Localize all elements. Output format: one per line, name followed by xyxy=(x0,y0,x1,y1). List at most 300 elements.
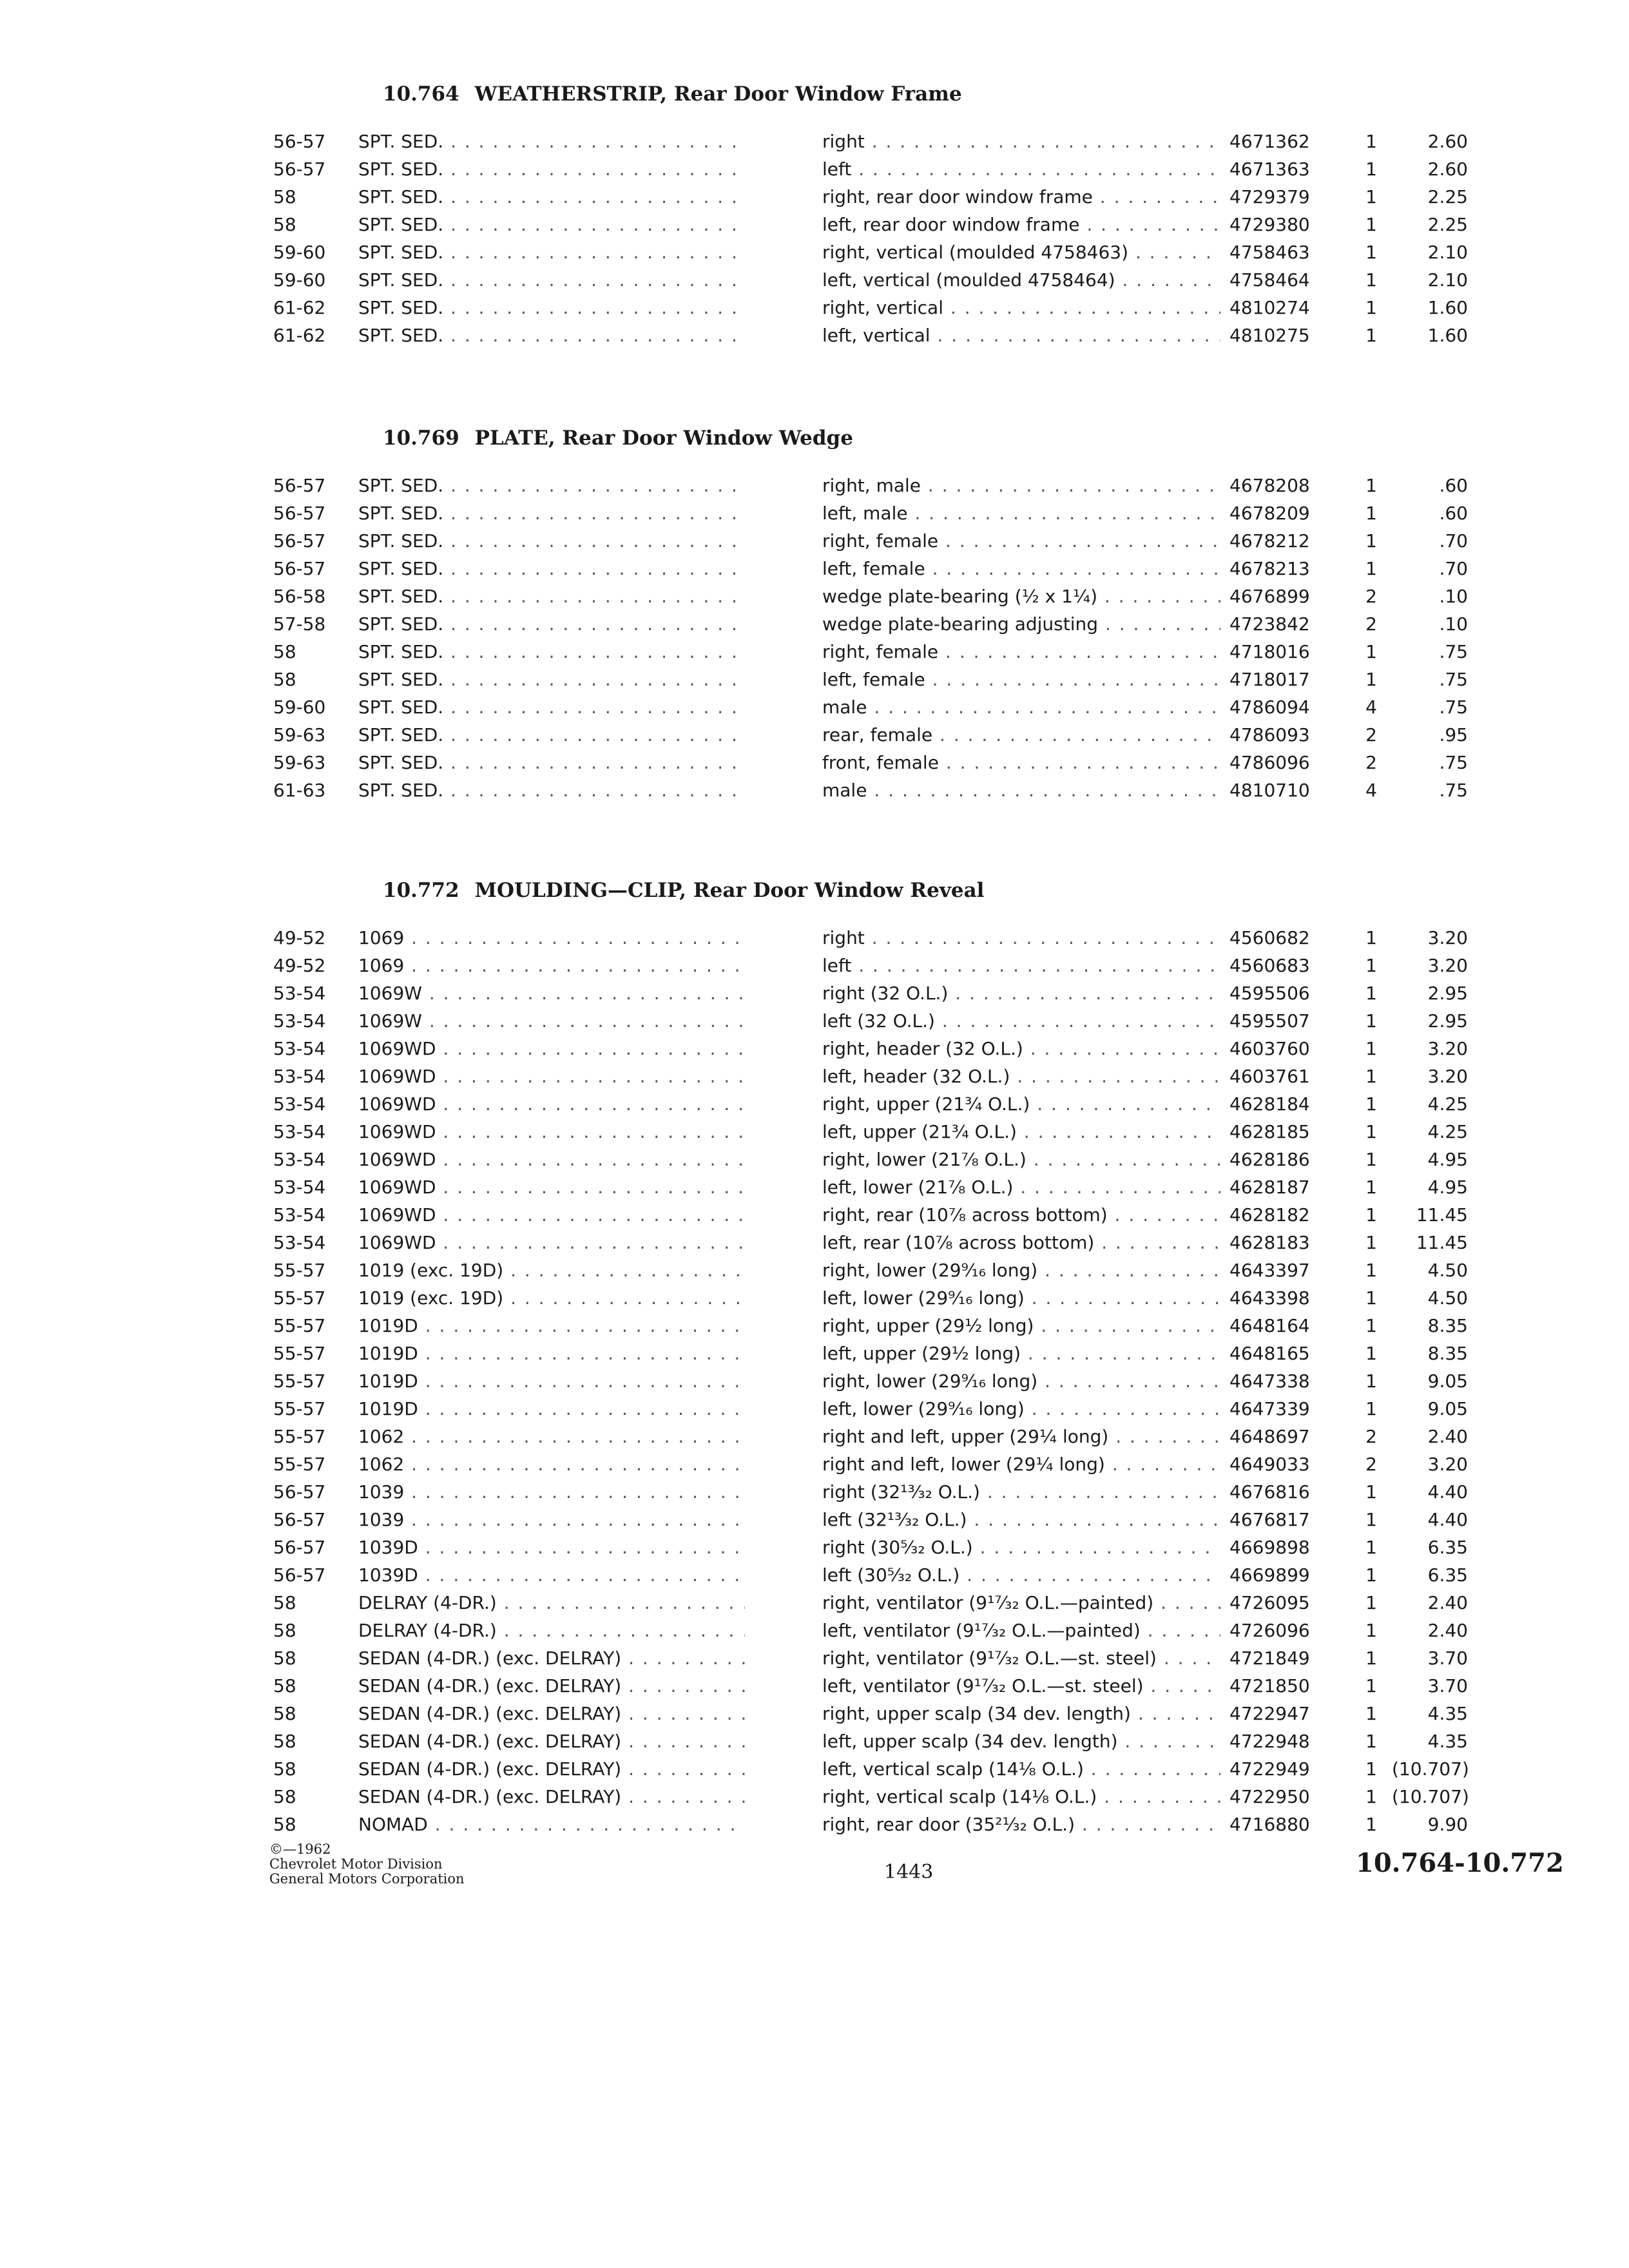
year-cell: 55-57 xyxy=(273,1426,326,1447)
year-cell: 53-54 xyxy=(273,983,326,1004)
price-cell: 6.35 xyxy=(1427,1564,1468,1586)
quantity-cell: 1 xyxy=(1365,1010,1377,1032)
description-cell: right, rear (10⅞ across bottom) . . . xyxy=(822,1201,1220,1229)
price-cell: 8.35 xyxy=(1427,1315,1468,1336)
price-cell: 4.35 xyxy=(1427,1703,1468,1724)
quantity-cell: 2 xyxy=(1365,752,1377,773)
quantity-cell: 1 xyxy=(1365,1121,1377,1142)
description-cell: right and left, upper (29¼ long) . . . xyxy=(822,1423,1220,1450)
year-cell: 58 xyxy=(273,1592,296,1613)
part-number-cell: 4595506 xyxy=(1229,983,1310,1004)
table-row xyxy=(0,294,1629,322)
description-cell: left, lower (29⁹⁄₁₆ long) . . . xyxy=(822,1284,1220,1312)
description-cell: right . . . xyxy=(822,924,1220,952)
model-cell: SPT. SED. . . . xyxy=(358,155,745,183)
description-cell: left, male . . . xyxy=(822,499,1220,527)
table-row xyxy=(0,1090,1629,1118)
table-row xyxy=(0,499,1629,527)
quantity-cell: 1 xyxy=(1365,131,1377,152)
price-cell: 8.35 xyxy=(1427,1343,1468,1364)
quantity-cell: 1 xyxy=(1365,1814,1377,1835)
description-cell: left, ventilator (9¹⁷⁄₃₂ O.L.—st. steel) . . . xyxy=(822,1672,1220,1700)
year-cell: 59-60 xyxy=(273,269,326,291)
part-number-cell: 4647338 xyxy=(1229,1370,1310,1392)
part-number-cell: 4628184 xyxy=(1229,1093,1310,1115)
model-cell: 1039D . . . xyxy=(358,1561,745,1589)
table-row xyxy=(0,322,1629,349)
part-number-cell: 4678208 xyxy=(1229,475,1310,496)
part-number-cell: 4718017 xyxy=(1229,669,1310,690)
part-number-cell: 4676817 xyxy=(1229,1509,1310,1530)
year-cell: 53-54 xyxy=(273,1121,326,1142)
price-cell: 3.20 xyxy=(1427,927,1468,948)
part-number-cell: 4560682 xyxy=(1229,927,1310,948)
table-row xyxy=(0,1173,1629,1201)
part-number-cell: 4643398 xyxy=(1229,1287,1310,1309)
price-cell: 4.25 xyxy=(1427,1121,1468,1142)
table-row xyxy=(0,1478,1629,1506)
quantity-cell: 1 xyxy=(1365,927,1377,948)
year-cell: 56-57 xyxy=(273,1537,326,1558)
part-number-cell: 4669899 xyxy=(1229,1564,1310,1586)
table-row xyxy=(0,1035,1629,1062)
section-code: 10.772 xyxy=(383,879,459,902)
year-cell: 58 xyxy=(273,1703,296,1724)
table-row xyxy=(0,1229,1629,1256)
part-number-cell: 4716880 xyxy=(1229,1814,1310,1835)
year-cell: 56-57 xyxy=(273,558,326,579)
year-cell: 49-52 xyxy=(273,927,326,948)
table-row xyxy=(0,1533,1629,1561)
year-cell: 55-57 xyxy=(273,1454,326,1475)
model-cell: 1069 . . . xyxy=(358,952,745,979)
description-cell: left . . . xyxy=(822,952,1220,979)
model-cell: 1069WD . . . xyxy=(358,1118,745,1146)
quantity-cell: 1 xyxy=(1365,1232,1377,1253)
price-cell: 1.60 xyxy=(1427,297,1468,318)
quantity-cell: 1 xyxy=(1365,955,1377,976)
model-cell: 1019D . . . xyxy=(358,1340,745,1367)
table-row xyxy=(0,1811,1629,1838)
part-number-cell: 4678209 xyxy=(1229,503,1310,524)
part-number-cell: 4669898 xyxy=(1229,1537,1310,1558)
year-cell: 55-57 xyxy=(273,1370,326,1392)
table-row xyxy=(0,1561,1629,1589)
part-number-cell: 4723842 xyxy=(1229,613,1310,635)
table-row xyxy=(0,211,1629,238)
table-row xyxy=(0,1395,1629,1423)
quantity-cell: 1 xyxy=(1365,325,1377,346)
table-row xyxy=(0,749,1629,776)
quantity-cell: 1 xyxy=(1365,1038,1377,1059)
part-number-cell: 4810274 xyxy=(1229,297,1310,318)
year-cell: 53-54 xyxy=(273,1149,326,1170)
model-cell: SPT. SED. . . . xyxy=(358,183,745,211)
part-number-cell: 4678213 xyxy=(1229,558,1310,579)
parts-table xyxy=(0,472,1629,804)
year-cell: 53-54 xyxy=(273,1204,326,1225)
price-cell: .10 xyxy=(1439,586,1468,607)
year-cell: 56-57 xyxy=(273,159,326,180)
year-cell: 55-57 xyxy=(273,1260,326,1281)
price-cell: 3.20 xyxy=(1427,1066,1468,1087)
table-row xyxy=(0,183,1629,211)
quantity-cell: 4 xyxy=(1365,780,1377,801)
model-cell: SPT. SED. . . . xyxy=(358,749,745,776)
model-cell: 1069W . . . xyxy=(358,979,745,1007)
description-cell: right, lower (29⁹⁄₁₆ long) . . . xyxy=(822,1367,1220,1395)
year-cell: 53-54 xyxy=(273,1232,326,1253)
parts-table xyxy=(0,924,1629,1838)
part-number-cell: 4729380 xyxy=(1229,214,1310,235)
description-cell: right, lower (21⅞ O.L.) . . . xyxy=(822,1146,1220,1173)
part-number-cell: 4648165 xyxy=(1229,1343,1310,1364)
model-cell: SPT. SED. . . . xyxy=(358,555,745,582)
price-cell: (10.707) xyxy=(1392,1758,1469,1780)
description-cell: male . . . xyxy=(822,693,1220,721)
price-cell: 3.20 xyxy=(1427,1454,1468,1475)
model-cell: SPT. SED. . . . xyxy=(358,721,745,749)
description-cell: left, ventilator (9¹⁷⁄₃₂ O.L.—painted) . . . xyxy=(822,1617,1220,1644)
price-cell: .75 xyxy=(1439,669,1468,690)
year-cell: 58 xyxy=(273,186,296,207)
section-heading xyxy=(383,82,962,106)
year-cell: 58 xyxy=(273,1758,296,1780)
part-number-cell: 4722948 xyxy=(1229,1731,1310,1752)
table-row xyxy=(0,1284,1629,1312)
section-title: PLATE, Rear Door Window Wedge xyxy=(474,427,853,450)
year-cell: 56-57 xyxy=(273,503,326,524)
quantity-cell: 2 xyxy=(1365,1426,1377,1447)
description-cell: left, header (32 O.L.) . . . xyxy=(822,1062,1220,1090)
quantity-cell: 1 xyxy=(1365,558,1377,579)
part-number-cell: 4722947 xyxy=(1229,1703,1310,1724)
year-cell: 58 xyxy=(273,1675,296,1696)
price-cell: .60 xyxy=(1439,503,1468,524)
quantity-cell: 2 xyxy=(1365,724,1377,745)
model-cell: DELRAY (4-DR.) . . . xyxy=(358,1617,745,1644)
model-cell: SPT. SED. . . . xyxy=(358,294,745,322)
year-cell: 55-57 xyxy=(273,1398,326,1419)
model-cell: 1019D . . . xyxy=(358,1395,745,1423)
model-cell: SEDAN (4-DR.) (exc. DELRAY) . . . xyxy=(358,1755,745,1783)
model-cell: 1039D . . . xyxy=(358,1533,745,1561)
description-cell: left (32 O.L.) . . . xyxy=(822,1007,1220,1035)
price-cell: 2.10 xyxy=(1427,242,1468,263)
table-row xyxy=(0,1201,1629,1229)
table-row xyxy=(0,1118,1629,1146)
description-cell: left, rear door window frame . . . xyxy=(822,211,1220,238)
description-cell: rear, female . . . xyxy=(822,721,1220,749)
part-number-cell: 4810710 xyxy=(1229,780,1310,801)
part-number-cell: 4758463 xyxy=(1229,242,1310,263)
section-heading xyxy=(383,879,984,902)
description-cell: wedge plate-bearing (½ x 1¼) . . . xyxy=(822,582,1220,610)
quantity-cell: 1 xyxy=(1365,1398,1377,1419)
table-row xyxy=(0,1062,1629,1090)
description-cell: left, vertical scalp (14⅛ O.L.) . . . xyxy=(822,1755,1220,1783)
model-cell: 1019D . . . xyxy=(358,1367,745,1395)
price-cell: 3.70 xyxy=(1427,1648,1468,1669)
section-range: 10.764-10.772 xyxy=(1356,1848,1564,1878)
model-cell: SPT. SED. . . . xyxy=(358,499,745,527)
quantity-cell: 1 xyxy=(1365,1537,1377,1558)
description-cell: left, upper scalp (34 dev. length) . . . xyxy=(822,1727,1220,1755)
quantity-cell: 1 xyxy=(1365,1592,1377,1613)
model-cell: 1069WD . . . xyxy=(358,1062,745,1090)
part-number-cell: 4628186 xyxy=(1229,1149,1310,1170)
description-cell: left . . . xyxy=(822,155,1220,183)
model-cell: 1069WD . . . xyxy=(358,1201,745,1229)
description-cell: right, rear door window frame . . . xyxy=(822,183,1220,211)
section-title: WEATHERSTRIP, Rear Door Window Frame xyxy=(474,82,962,106)
part-number-cell: 4603760 xyxy=(1229,1038,1310,1059)
description-cell: right, rear door (35²¹⁄₃₂ O.L.) . . . xyxy=(822,1811,1220,1838)
year-cell: 56-57 xyxy=(273,1509,326,1530)
description-cell: right (32¹³⁄₃₂ O.L.) . . . xyxy=(822,1478,1220,1506)
quantity-cell: 1 xyxy=(1365,1093,1377,1115)
part-number-cell: 4676899 xyxy=(1229,586,1310,607)
part-number-cell: 4648164 xyxy=(1229,1315,1310,1336)
page-number: 1443 xyxy=(884,1861,934,1883)
model-cell: 1069WD . . . xyxy=(358,1173,745,1201)
section-heading xyxy=(383,427,853,450)
year-cell: 53-54 xyxy=(273,1177,326,1198)
table-row xyxy=(0,1312,1629,1340)
quantity-cell: 1 xyxy=(1365,1703,1377,1724)
year-cell: 58 xyxy=(273,214,296,235)
part-number-cell: 4676816 xyxy=(1229,1481,1310,1503)
quantity-cell: 1 xyxy=(1365,1786,1377,1807)
price-cell: .60 xyxy=(1439,475,1468,496)
quantity-cell: 1 xyxy=(1365,1149,1377,1170)
part-number-cell: 4758464 xyxy=(1229,269,1310,291)
price-cell: 9.05 xyxy=(1427,1370,1468,1392)
price-cell: 9.90 xyxy=(1427,1814,1468,1835)
table-row xyxy=(0,1256,1629,1284)
price-cell: 4.95 xyxy=(1427,1177,1468,1198)
quantity-cell: 1 xyxy=(1365,1758,1377,1780)
footer-corporation: General Motors Corporation xyxy=(269,1871,465,1887)
quantity-cell: 1 xyxy=(1365,1066,1377,1087)
description-cell: right (30⁵⁄₃₂ O.L.) . . . xyxy=(822,1533,1220,1561)
part-number-cell: 4810275 xyxy=(1229,325,1310,346)
model-cell: 1069W . . . xyxy=(358,1007,745,1035)
part-number-cell: 4628185 xyxy=(1229,1121,1310,1142)
description-cell: right, vertical (moulded 4758463) . . . xyxy=(822,238,1220,266)
price-cell: 4.40 xyxy=(1427,1509,1468,1530)
price-cell: .75 xyxy=(1439,697,1468,718)
part-number-cell: 4678212 xyxy=(1229,530,1310,552)
part-number-cell: 4628182 xyxy=(1229,1204,1310,1225)
quantity-cell: 1 xyxy=(1365,1343,1377,1364)
table-row xyxy=(0,128,1629,155)
price-cell: 2.10 xyxy=(1427,269,1468,291)
model-cell: 1069WD . . . xyxy=(358,1090,745,1118)
quantity-cell: 1 xyxy=(1365,214,1377,235)
parts-table xyxy=(0,128,1629,349)
quantity-cell: 1 xyxy=(1365,1204,1377,1225)
quantity-cell: 1 xyxy=(1365,983,1377,1004)
price-cell: 2.25 xyxy=(1427,186,1468,207)
model-cell: SPT. SED. . . . xyxy=(358,238,745,266)
price-cell: 2.40 xyxy=(1427,1620,1468,1641)
description-cell: right, male . . . xyxy=(822,472,1220,499)
model-cell: SPT. SED. . . . xyxy=(358,610,745,638)
table-row xyxy=(0,776,1629,804)
description-cell: wedge plate-bearing adjusting . . . xyxy=(822,610,1220,638)
model-cell: 1019 (exc. 19D) . . . xyxy=(358,1284,745,1312)
model-cell: 1062 . . . xyxy=(358,1450,745,1478)
price-cell: .70 xyxy=(1439,530,1468,552)
table-row xyxy=(0,1423,1629,1450)
quantity-cell: 1 xyxy=(1365,159,1377,180)
table-row xyxy=(0,1783,1629,1811)
table-row xyxy=(0,979,1629,1007)
model-cell: SPT. SED. . . . xyxy=(358,472,745,499)
part-number-cell: 4718016 xyxy=(1229,641,1310,662)
part-number-cell: 4671363 xyxy=(1229,159,1310,180)
description-cell: right, header (32 O.L.) . . . xyxy=(822,1035,1220,1062)
price-cell: 6.35 xyxy=(1427,1537,1468,1558)
part-number-cell: 4595507 xyxy=(1229,1010,1310,1032)
model-cell: 1069WD . . . xyxy=(358,1146,745,1173)
table-row xyxy=(0,1700,1629,1727)
quantity-cell: 1 xyxy=(1365,1177,1377,1198)
price-cell: 4.35 xyxy=(1427,1731,1468,1752)
year-cell: 59-60 xyxy=(273,697,326,718)
description-cell: front, female . . . xyxy=(822,749,1220,776)
model-cell: SPT. SED. . . . xyxy=(358,322,745,349)
model-cell: DELRAY (4-DR.) . . . xyxy=(358,1589,745,1617)
quantity-cell: 1 xyxy=(1365,186,1377,207)
model-cell: 1039 . . . xyxy=(358,1478,745,1506)
price-cell: 4.95 xyxy=(1427,1149,1468,1170)
price-cell: .75 xyxy=(1439,780,1468,801)
quantity-cell: 1 xyxy=(1365,1481,1377,1503)
quantity-cell: 1 xyxy=(1365,475,1377,496)
table-row xyxy=(0,693,1629,721)
model-cell: SEDAN (4-DR.) (exc. DELRAY) . . . xyxy=(358,1783,745,1811)
model-cell: 1069WD . . . xyxy=(358,1229,745,1256)
quantity-cell: 1 xyxy=(1365,1675,1377,1696)
description-cell: left, vertical . . . xyxy=(822,322,1220,349)
model-cell: SEDAN (4-DR.) (exc. DELRAY) . . . xyxy=(358,1727,745,1755)
table-row xyxy=(0,1506,1629,1533)
model-cell: SEDAN (4-DR.) (exc. DELRAY) . . . xyxy=(358,1644,745,1672)
price-cell: 11.45 xyxy=(1416,1204,1468,1225)
table-row xyxy=(0,1450,1629,1478)
description-cell: left, lower (29⁹⁄₁₆ long) . . . xyxy=(822,1395,1220,1423)
description-cell: left, vertical (moulded 4758464) . . . xyxy=(822,266,1220,294)
part-number-cell: 4726095 xyxy=(1229,1592,1310,1613)
quantity-cell: 2 xyxy=(1365,1454,1377,1475)
year-cell: 59-63 xyxy=(273,724,326,745)
price-cell: 2.60 xyxy=(1427,159,1468,180)
quantity-cell: 1 xyxy=(1365,1731,1377,1752)
quantity-cell: 1 xyxy=(1365,1509,1377,1530)
year-cell: 53-54 xyxy=(273,1038,326,1059)
table-row xyxy=(0,1672,1629,1700)
model-cell: 1019D . . . xyxy=(358,1312,745,1340)
description-cell: left (30⁵⁄₃₂ O.L.) . . . xyxy=(822,1561,1220,1589)
part-number-cell: 4628183 xyxy=(1229,1232,1310,1253)
table-row xyxy=(0,924,1629,952)
part-number-cell: 4721849 xyxy=(1229,1648,1310,1669)
quantity-cell: 1 xyxy=(1365,242,1377,263)
quantity-cell: 1 xyxy=(1365,1260,1377,1281)
price-cell: 4.25 xyxy=(1427,1093,1468,1115)
year-cell: 53-54 xyxy=(273,1093,326,1115)
price-cell: (10.707) xyxy=(1392,1786,1469,1807)
price-cell: 2.25 xyxy=(1427,214,1468,235)
description-cell: right, female . . . xyxy=(822,638,1220,666)
table-row xyxy=(0,266,1629,294)
year-cell: 58 xyxy=(273,1620,296,1641)
table-row xyxy=(0,1589,1629,1617)
table-row xyxy=(0,1644,1629,1672)
year-cell: 49-52 xyxy=(273,955,326,976)
part-number-cell: 4786096 xyxy=(1229,752,1310,773)
year-cell: 53-54 xyxy=(273,1010,326,1032)
table-row xyxy=(0,666,1629,693)
part-number-cell: 4729379 xyxy=(1229,186,1310,207)
description-cell: right, ventilator (9¹⁷⁄₃₂ O.L.—st. steel) . . . xyxy=(822,1644,1220,1672)
year-cell: 59-60 xyxy=(273,242,326,263)
price-cell: 2.95 xyxy=(1427,1010,1468,1032)
description-cell: right and left, lower (29¼ long) . . . xyxy=(822,1450,1220,1478)
part-number-cell: 4643397 xyxy=(1229,1260,1310,1281)
quantity-cell: 1 xyxy=(1365,1564,1377,1586)
year-cell: 55-57 xyxy=(273,1315,326,1336)
table-row xyxy=(0,952,1629,979)
quantity-cell: 1 xyxy=(1365,1620,1377,1641)
table-row xyxy=(0,1340,1629,1367)
footer-copyright: ©—1962 xyxy=(269,1841,331,1857)
description-cell: left, female . . . xyxy=(822,555,1220,582)
part-number-cell: 4603761 xyxy=(1229,1066,1310,1087)
table-row xyxy=(0,1617,1629,1644)
year-cell: 58 xyxy=(273,1786,296,1807)
description-cell: male . . . xyxy=(822,776,1220,804)
price-cell: .10 xyxy=(1439,613,1468,635)
model-cell: SPT. SED. . . . xyxy=(358,776,745,804)
model-cell: SPT. SED. . . . xyxy=(358,266,745,294)
model-cell: 1039 . . . xyxy=(358,1506,745,1533)
price-cell: .70 xyxy=(1439,558,1468,579)
description-cell: right, lower (29⁹⁄₁₆ long) . . . xyxy=(822,1256,1220,1284)
part-number-cell: 4726096 xyxy=(1229,1620,1310,1641)
price-cell: 2.40 xyxy=(1427,1592,1468,1613)
year-cell: 56-57 xyxy=(273,1564,326,1586)
section-code: 10.764 xyxy=(383,82,459,106)
year-cell: 56-57 xyxy=(273,1481,326,1503)
description-cell: right (32 O.L.) . . . xyxy=(822,979,1220,1007)
year-cell: 61-62 xyxy=(273,297,326,318)
description-cell: left, upper (29½ long) . . . xyxy=(822,1340,1220,1367)
year-cell: 58 xyxy=(273,1814,296,1835)
price-cell: 11.45 xyxy=(1416,1232,1468,1253)
part-number-cell: 4786093 xyxy=(1229,724,1310,745)
year-cell: 55-57 xyxy=(273,1287,326,1309)
description-cell: right, upper (21¾ O.L.) . . . xyxy=(822,1090,1220,1118)
table-row xyxy=(0,472,1629,499)
description-cell: right . . . xyxy=(822,128,1220,155)
price-cell: .75 xyxy=(1439,752,1468,773)
description-cell: left, rear (10⅞ across bottom) . . . xyxy=(822,1229,1220,1256)
table-row xyxy=(0,638,1629,666)
year-cell: 59-63 xyxy=(273,752,326,773)
